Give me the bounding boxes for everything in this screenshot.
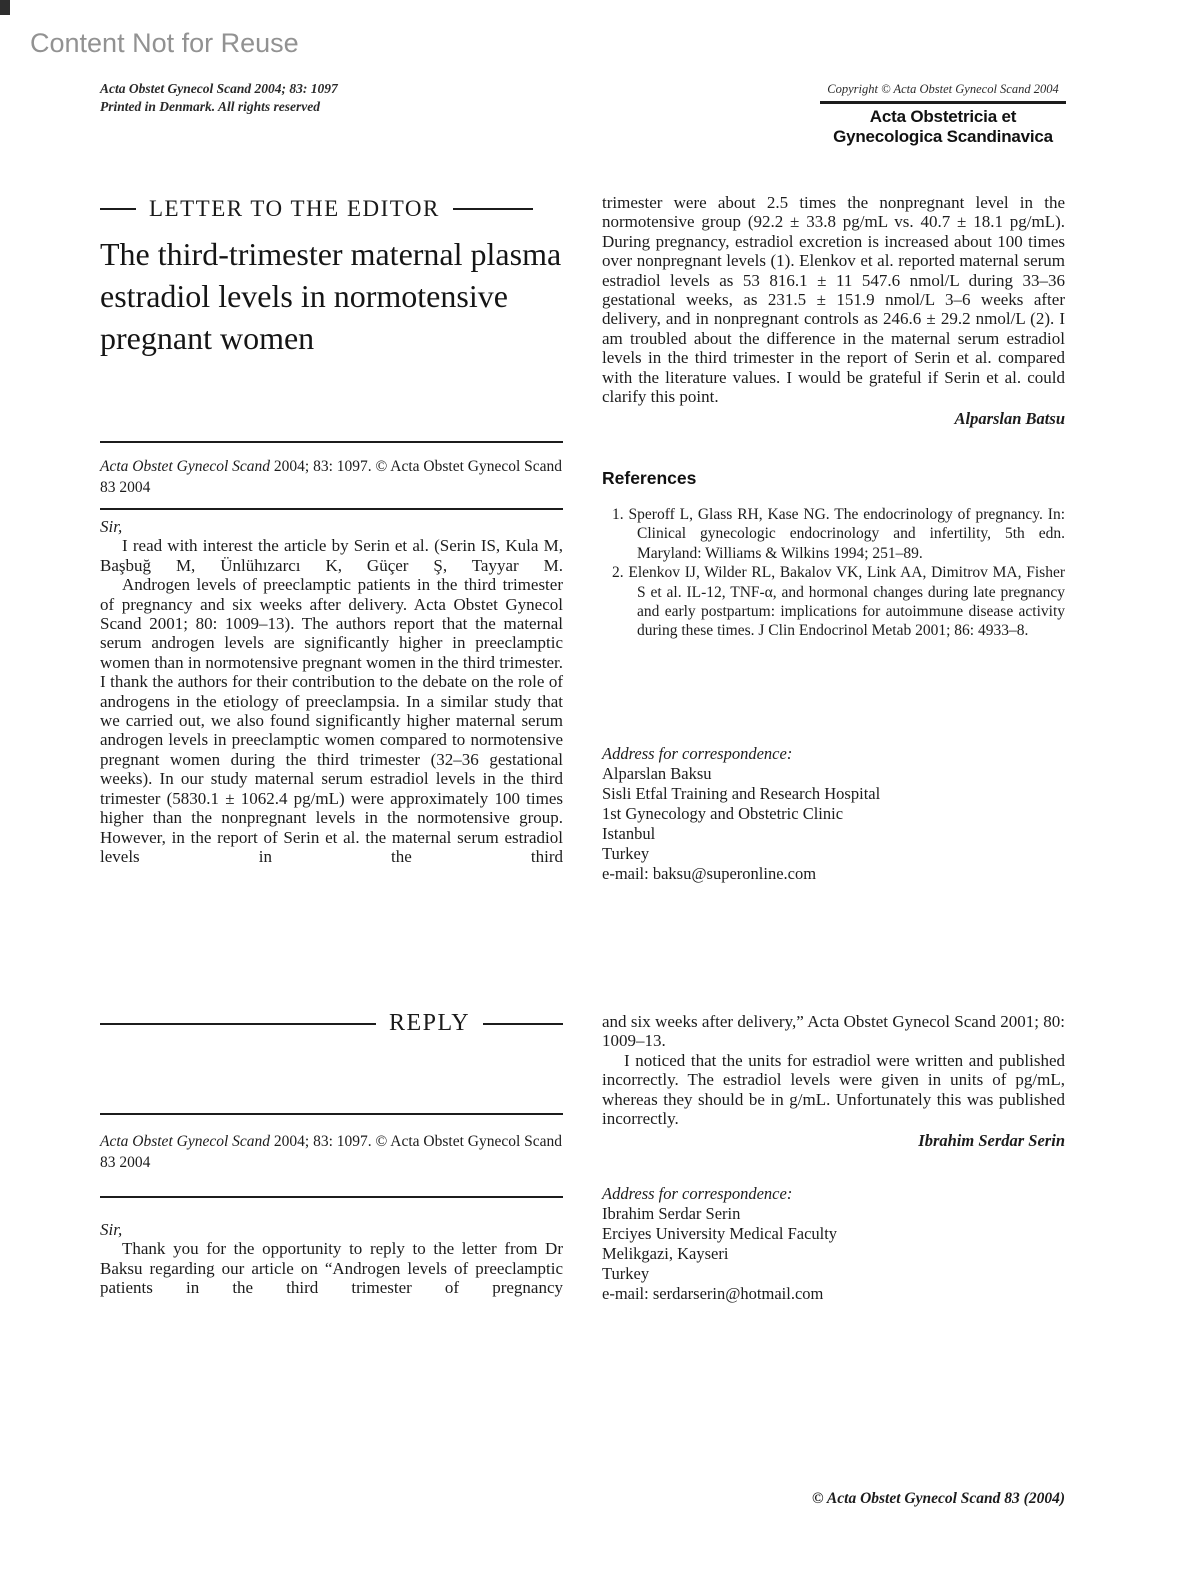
correspondence-block-reply (602, 1184, 1065, 1304)
correspondence-line: Turkey (602, 1264, 650, 1283)
section-heading-reply (100, 1010, 563, 1037)
scan-corner-artifact (0, 0, 10, 15)
reply-citation-rule-bottom (100, 1196, 563, 1198)
correspondence-line: Sisli Etfal Training and Research Hospital (602, 784, 881, 803)
correspondence-line: Alparslan Baksu (602, 764, 712, 783)
correspondence-line: Ibrahim Serdar Serin (602, 1204, 741, 1223)
journal-name-line2: Gynecologica Scandinavica (833, 126, 1053, 146)
header-copyright: Copyright © Acta Obstet Gynecol Scand 2004 (827, 82, 1059, 96)
heading-dash-left (100, 208, 136, 210)
correspondence-line: Melikgazi, Kayseri (602, 1244, 729, 1263)
correspondence-block-letter (602, 744, 1065, 884)
letter-paragraph-1: I read with interest the article by Serin et al. (Serin IS, Kula M, Başbuğ M, Ünlühızarcı K, Güçer Ş, Tayyar M. (100, 536, 563, 575)
correspondence-label: Address for correspondence: (602, 744, 793, 763)
citation-rest: 2004; 83: 1097. © Acta Obstet Gynecol Scand 83 2004 (100, 458, 563, 496)
reply-salutation: Sir, (100, 1220, 123, 1239)
citation-rule-top (100, 441, 563, 443)
masthead-rule (820, 101, 1066, 104)
reply-body (100, 1220, 563, 1298)
section-label-reply: REPLY (389, 1010, 471, 1036)
letter-body (100, 517, 563, 866)
reply-continuation-p2: I noticed that the units for estradiol were written and published incorrectly. The estradiol levels were given in units of pg/mL, whereas they should be in g/mL. Unfortunately this was published incorrectly. (602, 1050, 1065, 1129)
reply-author-signature: Ibrahim Serdar Serin (918, 1131, 1065, 1150)
correspondence-email: e-mail: baksu@superonline.com (602, 864, 817, 883)
citation-rest: 2004; 83: 1097. © Acta Obstet Gynecol Scand 83 2004 (100, 1133, 563, 1171)
header-imprint (100, 80, 338, 116)
correspondence-line: Erciyes University Medical Faculty (602, 1224, 838, 1243)
heading-dash-right (483, 1023, 563, 1025)
references-list (602, 505, 1065, 641)
letter-continuation: trimester were about 2.5 times the nonpregnant level in the normotensive group (92.2 ± 33.8 pg/mL vs. 40.7 ± 18.1 pg/mL). During pregnancy, estradiol excretion is increased about 100 times over nonpregnant levels (1). Elenkov et al. reported maternal serum estradiol levels as 53 816.1 ± 11 547.6 nmol/L during 33–36 gestational weeks, as 231.5 ± 151.9 nmol/L 3–6 weeks after delivery, and in nonpregnant controls as 246.6 ± 29.2 nmol/L (2). I am troubled about the difference in the maternal serum estradiol levels in the third trimester in the report of Serin et al. compared with the literature values. I would be grateful if Serin et al. could clarify this point. (602, 193, 1065, 407)
header-printed-in: Printed in Denmark. All rights reserved (100, 99, 321, 114)
reply-citation-rule-top (100, 1113, 563, 1115)
correspondence-line: 1st Gynecology and Obstetric Clinic (602, 804, 844, 823)
reference-item-1 (602, 505, 1065, 563)
citation-journal: Acta Obstet Gynecol Scand (100, 1133, 271, 1150)
section-heading-letter (100, 196, 563, 222)
citation-rule-bottom (100, 508, 563, 510)
heading-dash-right (453, 208, 533, 210)
reference-text: Elenkov IJ, Wilder RL, Bakalov VK, Link AA, Dimitrov MA, Fisher S et al. IL-12, TNF-α, and hormonal changes during late pregnancy and early postpartum: implications for autoimmune disease activity during these times. J Clin Endocrinol Metab 2001; 86: 4933–8. (628, 564, 1065, 640)
header-masthead (820, 82, 1066, 146)
header-journal-ref: Acta Obstet Gynecol Scand 2004; 83: 1097 (100, 81, 338, 96)
journal-name (820, 107, 1066, 146)
letter-citation (100, 456, 563, 498)
reference-text: Speroff L, Glass RH, Kase NG. The endocrinology of pregnancy. In: Clinical gynecologic endocrinology and infertility, 5th edn. Maryland: Williams & Wilkins 1994; 251–89. (628, 506, 1066, 562)
journal-name-line1: Acta Obstetricia et (869, 107, 1017, 126)
letter-paragraph-2: Androgen levels of preeclamptic patients in the third trimester of pregnancy and six weeks after delivery. Acta Obstet Gynecol Scand 2001; 80: 1009–13). The authors report that the maternal serum androgen levels are significantly higher in preeclamptic women than in normotensive pregnant women in the third trimester. I thank the authors for their contribution to the debate on the role of androgens in the etiology of preeclampsia. In a similar study that we carried out, we also found significantly higher maternal serum androgen levels in preeclamptic women compared to normotensive pregnant women during the third trimester (32–36 gestational weeks). In our study maternal serum estradiol levels in the third trimester (5830.1 ± 1062.4 pg/mL) were approximately 100 times higher than the nonpregnant levels in the normotensive group. However, in the report of Serin et al. the maternal serum estradiol levels in the third (100, 575, 563, 866)
reply-continuation-p1: and six weeks after delivery,” Acta Obstet Gynecol Scand 2001; 80: 1009–13. (602, 1012, 1065, 1051)
section-label-letter: LETTER TO THE EDITOR (149, 196, 440, 221)
reference-item-2 (602, 563, 1065, 641)
heading-dash-left (100, 1023, 376, 1025)
reply-continuation (602, 1012, 1065, 1128)
correspondence-line: Turkey (602, 844, 650, 863)
citation-journal: Acta Obstet Gynecol Scand (100, 458, 271, 475)
correspondence-email: e-mail: serdarserin@hotmail.com (602, 1284, 824, 1303)
reference-number: 1. (612, 506, 624, 523)
correspondence-label: Address for correspondence: (602, 1184, 793, 1203)
letter-salutation: Sir, (100, 517, 123, 536)
watermark-text: Content Not for Reuse (30, 28, 299, 58)
reply-paragraph: Thank you for the opportunity to reply to the letter from Dr Baksu regarding our article on “Androgen levels of preeclamptic patients in the third trimester of pregnancy (100, 1239, 563, 1298)
reference-number: 2. (612, 564, 624, 582)
footer-copyright: © Acta Obstet Gynecol Scand 83 (2004) (812, 1490, 1065, 1507)
reply-citation (100, 1131, 563, 1173)
correspondence-line: Istanbul (602, 824, 656, 843)
letter-title: The third-trimester maternal plasma estradiol levels in normotensive pregnant women (100, 236, 562, 356)
letter-author-signature: Alparslan Batsu (954, 409, 1065, 428)
references-heading: References (602, 468, 697, 488)
